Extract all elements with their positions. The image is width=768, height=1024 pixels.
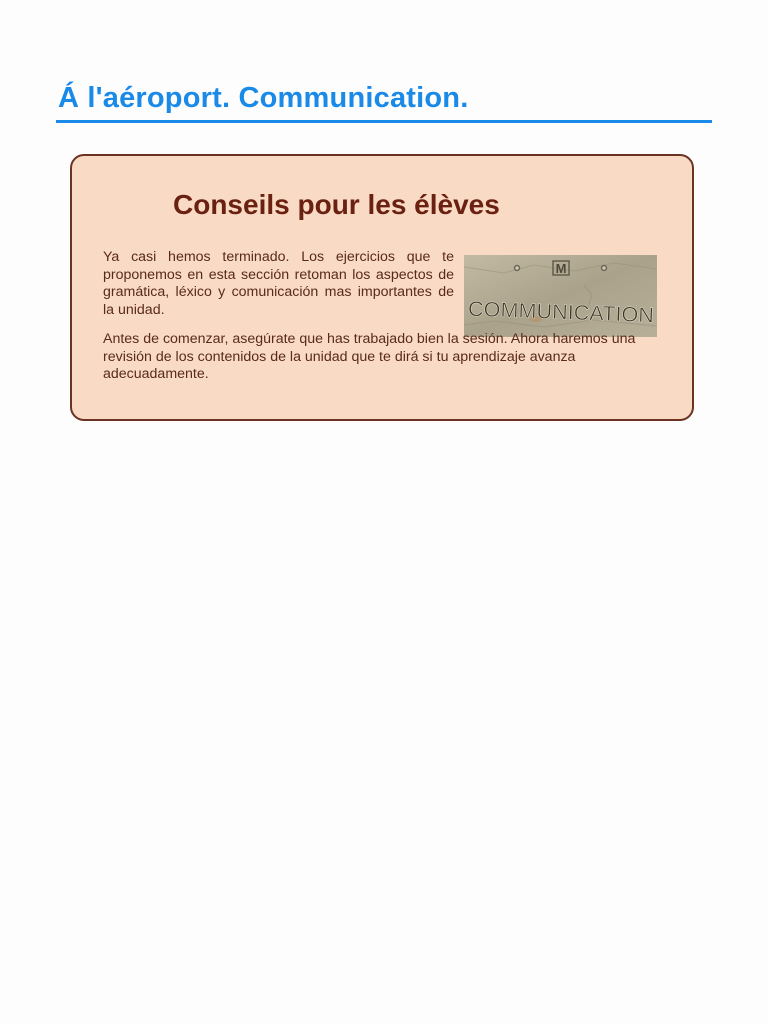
- tips-heading: Conseils pour les élèves: [173, 189, 500, 220]
- tips-paragraph-2: Antes de comenzar, asegúrate que has trabajado bien la sesión. Ahora haremos una revisión de los contenidos de la unidad que te dirá si tu aprendizaje avanza adecuadamente.: [103, 331, 636, 383]
- title-underline: [56, 120, 712, 123]
- communication-plaque-image: [464, 255, 657, 337]
- plaque-photo-graphic: [464, 255, 657, 337]
- tips-paragraph-1: Ya casi hemos terminado. Los ejercicios que te proponemos en esta sección retoman los aspectos de gramática, léxico y comunicación mas importantes de la unidad.: [103, 249, 454, 318]
- plaque-logo-mark: M: [555, 261, 567, 276]
- page-title: Á l'aéroport. Communication.: [58, 82, 469, 114]
- tips-panel: [70, 154, 694, 421]
- plaque-engraved-text: COMMUNICATION: [467, 297, 649, 328]
